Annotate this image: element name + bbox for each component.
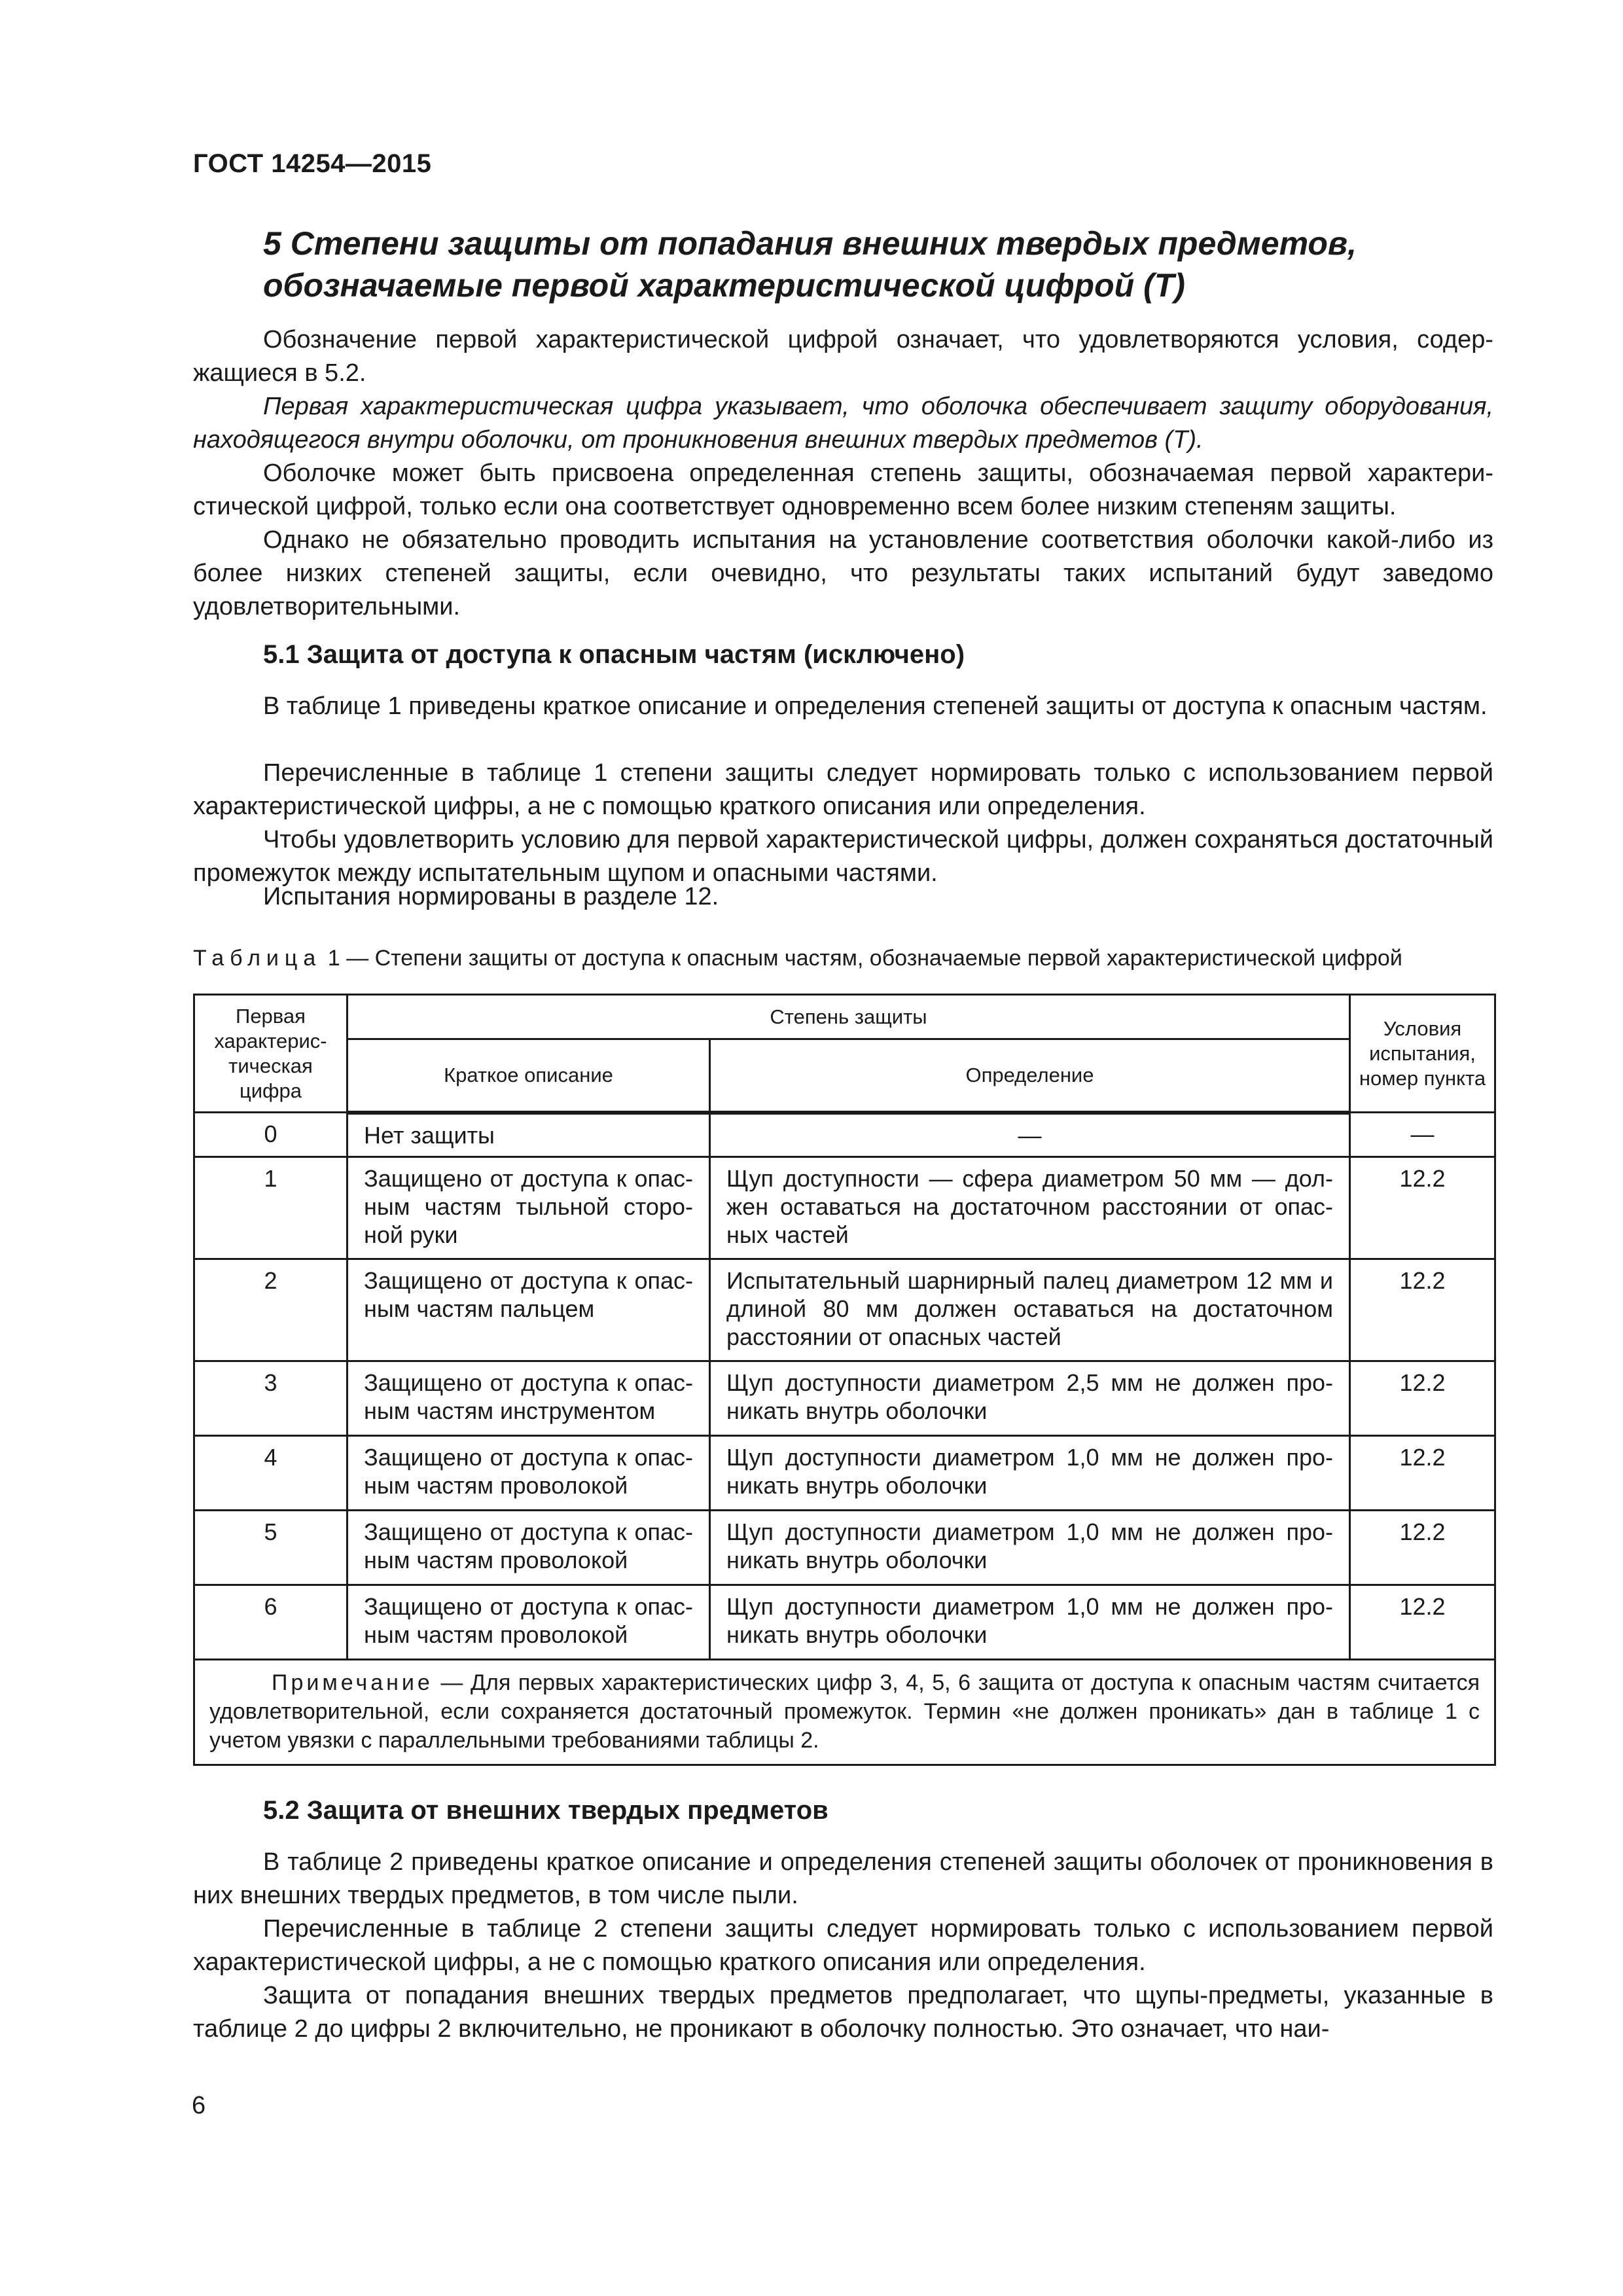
table-row bbox=[194, 1585, 1495, 1660]
header-digit: Первая характеристическая цифра bbox=[194, 995, 348, 1113]
table-row bbox=[194, 1436, 1495, 1511]
row-digit: 2 bbox=[194, 1259, 348, 1361]
row-clause: 12.2 bbox=[1350, 1259, 1495, 1361]
row-digit: 0 bbox=[194, 1113, 348, 1157]
row-definition: Щуп доступности — сфера диаметром 50 мм — должен оставаться на достаточном расстоянии от опасных частей bbox=[710, 1157, 1350, 1259]
table-note-row bbox=[194, 1660, 1495, 1765]
section-5-title-line-1: 5 Степени защиты от попадания внешних твердых предметов, bbox=[263, 225, 1357, 262]
header-short-description: Краткое описание bbox=[348, 1039, 710, 1113]
section-5-2-paragraph-2: Перечисленные в таблице 2 степени защиты следует нормировать только с использованием первой характеристической цифры, а не с помощью краткого описания или определения. bbox=[193, 1915, 1493, 1976]
row-clause: 12.2 bbox=[1350, 1436, 1495, 1511]
table-1-caption-label: Таблица bbox=[193, 946, 322, 971]
row-short-description: Защищено от доступа к опасным частям инструментом bbox=[348, 1361, 710, 1436]
document-code: ГОСТ 14254—2015 bbox=[193, 149, 432, 178]
header-definition: Определение bbox=[710, 1039, 1350, 1113]
table-row bbox=[194, 1361, 1495, 1436]
row-digit: 5 bbox=[194, 1511, 348, 1585]
row-digit: 1 bbox=[194, 1157, 348, 1259]
row-definition: Щуп доступности диаметром 1,0 мм не должен проникать внутрь оболочки bbox=[710, 1585, 1350, 1660]
section-5-2-paragraph-3: Защита от попадания внешних твердых предметов предполагает, что щупы-предметы, указанные в таблице 2 до цифры 2 включительно, не проникают в оболочку полностью. Это означает, что наи- bbox=[193, 1982, 1493, 2043]
section-5-paragraph-3: Оболочке может быть присвоена определенная степень защиты, обозначаемая первой характеристической цифрой, только если она соответствует одновременно всем более низким степеням защиты. bbox=[193, 459, 1493, 520]
header-degree: Степень защиты bbox=[348, 995, 1350, 1039]
row-clause: 12.2 bbox=[1350, 1511, 1495, 1585]
section-5-2-paragraph-1: В таблице 2 приведены краткое описание и определения степеней защиты оболочек от проникновения в них внешних твердых предметов, в том числе пыли. bbox=[193, 1848, 1493, 1909]
row-definition: — bbox=[710, 1113, 1350, 1157]
table-1-caption bbox=[193, 944, 1495, 973]
row-short-description: Защищено от доступа к опасным частям пальцем bbox=[348, 1259, 710, 1361]
table-row bbox=[194, 1511, 1495, 1585]
table-note-label: Примечание bbox=[272, 1670, 433, 1695]
section-5-1-paragraph-3: Чтобы удовлетворить условию для первой характеристической цифры, должен сохраняться достаточный промежуток между испытательным щупом и опасными частями. bbox=[193, 826, 1493, 887]
table-note-text: — Для первых характеристических цифр 3, 4, 5, 6 защита от доступа к опасным частям считается удовлетворительной, если сохраняется достаточный промежуток. Термин «не должен проникать» дан в таблице 1 с учетом увязки с параллельными требованиями таблицы 2. bbox=[209, 1670, 1480, 1753]
table-row bbox=[194, 1259, 1495, 1361]
section-5-1-paragraph-1: В таблице 1 приведены краткое описание и определения степеней защиты от доступа к опасным частям. bbox=[263, 692, 1488, 720]
row-digit: 3 bbox=[194, 1361, 348, 1436]
row-clause: — bbox=[1350, 1113, 1495, 1157]
row-clause: 12.2 bbox=[1350, 1585, 1495, 1660]
row-clause: 12.2 bbox=[1350, 1361, 1495, 1436]
row-digit: 4 bbox=[194, 1436, 348, 1511]
row-definition: Щуп доступности диаметром 2,5 мм не должен проникать внутрь оболочки bbox=[710, 1361, 1350, 1436]
row-short-description: Защищено от доступа к опасным частям проволокой bbox=[348, 1511, 710, 1585]
row-definition: Испытательный шарнирный палец диаметром 12 мм и длиной 80 мм должен оставаться на достаточном расстоянии от опасных частей bbox=[710, 1259, 1350, 1361]
row-short-description: Нет защиты bbox=[348, 1113, 710, 1157]
section-5-1-paragraph-2: Перечисленные в таблице 1 степени защиты следует нормировать только с использованием первой характеристической цифры, а не с помощью краткого описания или определения. bbox=[193, 759, 1493, 820]
table-1 bbox=[193, 994, 1496, 1766]
section-5-1-title: 5.1 Защита от доступа к опасным частям (исключено) bbox=[263, 640, 965, 669]
section-5-1-paragraph-4: Испытания нормированы в разделе 12. bbox=[263, 883, 719, 910]
row-short-description: Защищено от доступа к опасным частям проволокой bbox=[348, 1436, 710, 1511]
row-digit: 6 bbox=[194, 1585, 348, 1660]
table-note bbox=[194, 1660, 1495, 1765]
row-definition: Щуп доступности диаметром 1,0 мм не должен проникать внутрь оболочки bbox=[710, 1511, 1350, 1585]
table-row bbox=[194, 1113, 1495, 1157]
table-1-caption-text: 1 — Степени защиты от доступа к опасным частям, обозначаемые первой характеристической цифрой bbox=[327, 946, 1402, 971]
section-5-title bbox=[263, 223, 1507, 306]
row-short-description: Защищено от доступа к опасным частям проволокой bbox=[348, 1585, 710, 1660]
section-5-2-title: 5.2 Защита от внешних твердых предметов bbox=[263, 1796, 829, 1825]
header-conditions: Условия испытания, номер пункта bbox=[1350, 995, 1495, 1113]
row-short-description: Защищено от доступа к опасным частям тыльной стороной руки bbox=[348, 1157, 710, 1259]
table-row bbox=[194, 1157, 1495, 1259]
section-5-paragraph-2: Первая характеристическая цифра указывает, что оболочка обеспечивает защиту оборудования, находящегося внутри оболочки, от проникновения внешних твердых предметов (Т). bbox=[193, 393, 1493, 454]
section-5-title-line-2: обозначаемые первой характеристической цифрой (Т) bbox=[263, 267, 1185, 304]
row-definition: Щуп доступности диаметром 1,0 мм не должен проникать внутрь оболочки bbox=[710, 1436, 1350, 1511]
page-number: 6 bbox=[192, 2092, 206, 2119]
row-clause: 12.2 bbox=[1350, 1157, 1495, 1259]
section-5-paragraph-1: Обозначение первой характеристической цифрой означает, что удовлетворяются условия, содержащиеся в 5.2. bbox=[193, 326, 1493, 387]
section-5-paragraph-4: Однако не обязательно проводить испытания на установление соответствия оболочки какой-либо из более низких степеней защиты, если очевидно, что результаты таких испытаний будут заведомо удовлетворительными. bbox=[193, 526, 1493, 620]
